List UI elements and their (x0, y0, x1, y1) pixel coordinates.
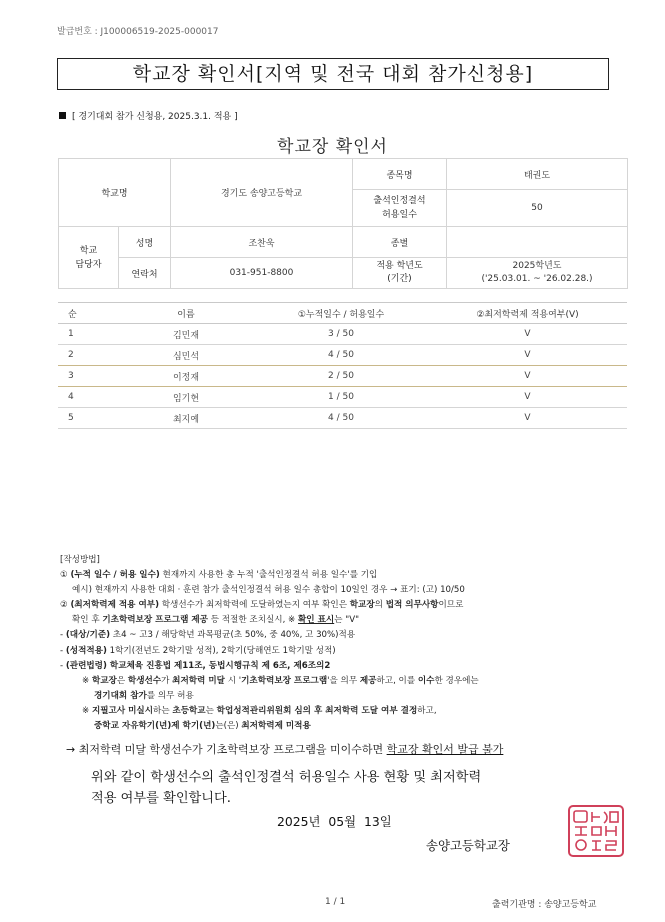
year-value: 2025학년도 ('25.03.01. ~ '26.02.28.) (447, 258, 628, 289)
school-label: 학교명 (59, 159, 171, 227)
contact-value: 031-951-8800 (171, 258, 353, 289)
form-note-text: [ 경기대회 참가 신청용, 2025.3.1. 적용 ] (72, 112, 238, 122)
row-days: 1 / 50 (254, 387, 428, 408)
row-check: V (428, 366, 627, 387)
note-1: ① (누적 일수 / 허용 일수) 현재까지 사용한 총 누적 '출석인정결석 허용 일수'를 기입 (60, 570, 378, 581)
row-name: 최지예 (118, 408, 254, 429)
student-list-table (58, 302, 627, 429)
table-row (58, 345, 627, 366)
note-elementary: ※ 지필고사 미실시하는 초등학교는 학업성적관리위원회 심의 후 최저학력 도달 여부 결정하고, (82, 705, 437, 716)
column-header-check: ②최저학력제 적용여부(V) (428, 303, 627, 324)
column-header-days: ①누적일수 / 허용일수 (254, 303, 428, 324)
year-label: 적용 학년도 (기간) (353, 258, 447, 289)
seal-glyphs-icon (570, 807, 622, 855)
event-value: 태권도 (447, 159, 628, 190)
note-principal-duty-continued: 경기대회 참가를 의무 허용 (94, 690, 194, 701)
note-target: - (대상/기준) 초4 ~ 고3 / 해당학년 과목평균(초 50%, 중 40%, 고 30%)적용 (60, 630, 356, 641)
allowed-days-label: 출석인정결석 허용일수 (353, 190, 447, 227)
row-days: 2 / 50 (254, 366, 428, 387)
issue-number: 발급번호 : J100006519-2025-000017 (57, 27, 219, 37)
main-title: 학교장 확인서[지역 및 전국 대회 참가신청용] (57, 58, 609, 90)
writing-instructions (60, 553, 620, 734)
row-name: 심민석 (118, 345, 254, 366)
row-name: 이정재 (118, 366, 254, 387)
row-no: 1 (58, 324, 118, 345)
contact-label: 연락처 (119, 258, 171, 289)
note-1-example: 예시) 현재까지 사용한 대회 · 훈련 참가 출석인정결석 허용 일수 총합이 10일인 경우 → 표기: (고) 10/50 (72, 585, 465, 596)
row-no: 5 (58, 408, 118, 429)
row-check: V (428, 345, 627, 366)
row-days: 3 / 50 (254, 324, 428, 345)
column-header-name: 이름 (118, 303, 254, 324)
form-note (59, 109, 238, 122)
issuing-institution: 출력기관명 : 송양고등학교 (492, 900, 597, 910)
row-check: V (428, 324, 627, 345)
confirmation-statement (91, 767, 481, 809)
category-label: 종별 (353, 227, 447, 258)
principal-signature: 송양고등학교장 (426, 838, 510, 853)
table-row (58, 324, 627, 345)
table-row (58, 366, 627, 387)
row-days: 4 / 50 (254, 345, 428, 366)
allowed-days-value: 50 (447, 190, 628, 227)
row-check: V (428, 387, 627, 408)
row-days: 4 / 50 (254, 408, 428, 429)
table-row (58, 408, 627, 429)
issuance-warning: → 최저학력 미달 학생선수가 기초학력보장 프로그램을 미이수하면 학교장 확인서 발급 불가 (66, 743, 504, 756)
page-number: 1 / 1 (325, 897, 346, 907)
row-no: 3 (58, 366, 118, 387)
note-grades: - (성적적용) 1학기(전년도 2학기말 성적), 2학기(당해연도 1학기말 성적) (60, 645, 336, 656)
school-value: 경기도 송양고등학교 (171, 159, 353, 227)
note-2: ② (최저학력제 적용 여부) 학생선수가 최저학력에 도달하였는지 여부 확인은 학교장의 법적 의무사항이므로 (60, 600, 464, 611)
name-value: 조찬욱 (171, 227, 353, 258)
note-2-continued: 확인 후 기초학력보장 프로그램 제공 등 적절한 조치실시, ※ 확인 표시는 "V" (72, 615, 360, 626)
bullet-square-icon (59, 112, 66, 119)
row-name: 임기현 (118, 387, 254, 408)
note-principal-duty: ※ 학교장은 학생선수가 최저학력 미달 시 '기초학력보장 프로그램'을 의무 제공하고, 이를 이수한 경우에는 (82, 675, 479, 686)
document-title: 학교장 확인서 (277, 137, 388, 157)
event-label: 종목명 (353, 159, 447, 190)
row-no: 2 (58, 345, 118, 366)
name-label: 성명 (119, 227, 171, 258)
column-header-no: 순 (58, 303, 118, 324)
school-info-table (58, 158, 628, 289)
row-check: V (428, 408, 627, 429)
issue-date: 2025년 05월 13일 (277, 814, 392, 829)
notes-heading: [작성방법] (60, 555, 100, 565)
note-law: - (관련법령) 학교체육 진흥법 제11조, 동법시행규칙 제 6조, 제6조의2 (60, 660, 331, 671)
manager-label: 학교 담당자 (59, 227, 119, 289)
note-elementary-continued: 중학교 자유학기(년)제 학기(년)는(은) 최저학력제 미적용 (94, 721, 311, 732)
row-name: 김민재 (118, 324, 254, 345)
confirmation-line-1: 위와 같이 학생선수의 출석인정결석 허용일수 사용 현황 및 최저학력 (91, 770, 482, 785)
confirmation-line-2: 적용 여부를 확인합니다. (91, 791, 231, 806)
official-seal-icon (568, 805, 624, 857)
row-no: 4 (58, 387, 118, 408)
table-row (58, 387, 627, 408)
category-value (447, 227, 628, 258)
